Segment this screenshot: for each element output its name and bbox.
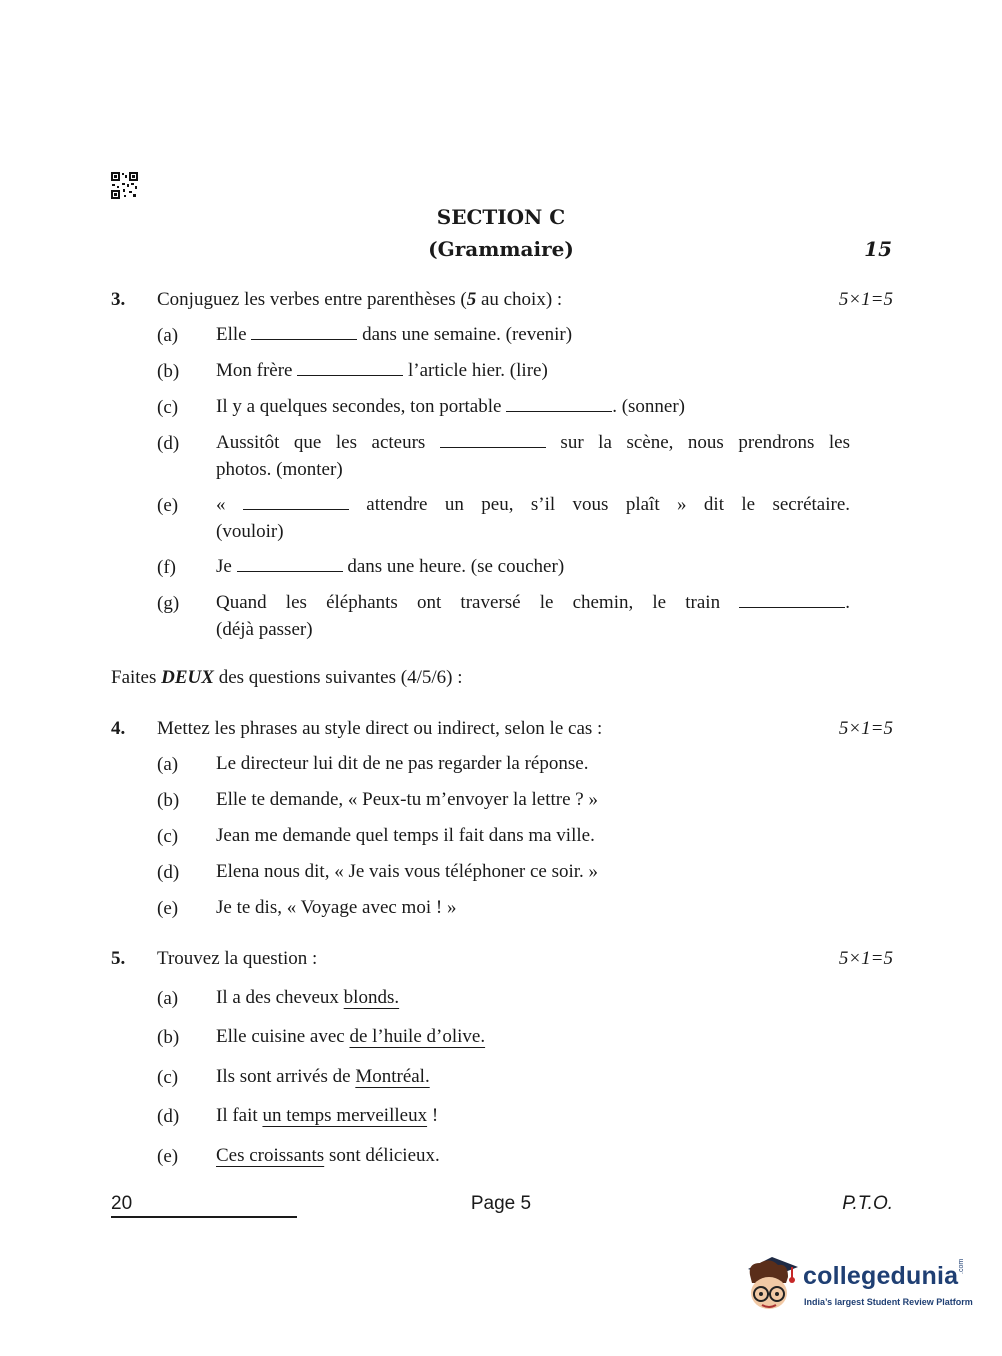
q5-item-c: Ils sont arrivés de Montréal. (216, 1066, 430, 1087)
q3-item-label: (g) (157, 593, 180, 614)
q3-item-e-line2: (vouloir) (216, 521, 284, 542)
q3-item-label: (f) (157, 557, 176, 578)
q5-item-e: Ces croissants sont délicieux. (216, 1145, 440, 1166)
q3-item-b: Mon frère l’article hier. (lire) (216, 360, 548, 381)
q5-item-label: (e) (157, 1146, 179, 1167)
q3-item-g-line2: (déjà passer) (216, 619, 313, 640)
collegedunia-mascot-icon (742, 1249, 802, 1313)
q4-item-b: Elle te demande, « Peux-tu m’envoyer la lettre ? » (216, 789, 598, 810)
qr-code (111, 172, 138, 199)
q4-item-label: (e) (157, 898, 179, 919)
answer-blank[interactable] (243, 495, 349, 510)
q5-item-label: (d) (157, 1106, 180, 1127)
section-title: SECTION C (436, 205, 566, 229)
q4-item-label: (d) (157, 862, 180, 883)
answer-blank[interactable] (440, 433, 546, 448)
q5-item-label: (a) (157, 988, 179, 1009)
question-4-marks: 5×1=5 (838, 718, 893, 739)
q3-item-f: Je dans une heure. (se coucher) (216, 556, 565, 577)
q4-item-e: Je te dis, « Voyage avec moi ! » (216, 897, 457, 918)
question-5-prompt: Trouvez la question : (157, 948, 318, 969)
answer-blank[interactable] (297, 361, 403, 376)
answer-blank[interactable] (251, 325, 357, 340)
q3-item-e: « attendre un peu, s’il vous plaît » dit le secrétaire. (216, 494, 850, 515)
q3-item-a: Elle dans une semaine. (revenir) (216, 324, 573, 345)
answer-blank[interactable] (739, 593, 845, 608)
q4-item-label: (b) (157, 790, 180, 811)
question-5-marks: 5×1=5 (838, 948, 893, 969)
question-3-number: 3. (111, 289, 126, 310)
answer-blank[interactable] (237, 557, 343, 572)
question-3-marks: 5×1=5 (838, 289, 893, 310)
q4-item-label: (a) (157, 754, 179, 775)
footer-code: 20 (111, 1193, 133, 1214)
q3-item-g: Quand les éléphants ont traversé le chemin, le train . (216, 592, 850, 613)
instruction: Faites DEUX des questions suivantes (4/5/6) : (111, 667, 463, 688)
q3-item-label: (e) (157, 495, 179, 516)
q3-item-label: (d) (157, 433, 180, 454)
q4-item-label: (c) (157, 826, 179, 847)
q5-item-label: (b) (157, 1027, 180, 1048)
q3-item-label: (b) (157, 361, 180, 382)
q5-item-d: Il fait un temps merveilleux ! (216, 1105, 439, 1126)
question-4-prompt: Mettez les phrases au style direct ou indirect, selon le cas : (157, 718, 603, 739)
answer-blank[interactable] (506, 397, 612, 412)
question-3-prompt: Conjuguez les verbes entre parenthèses (5 au choix) : (157, 289, 563, 310)
question-5-number: 5. (111, 948, 126, 969)
q4-item-d: Elena nous dit, « Je vais vous téléphoner ce soir. » (216, 861, 599, 882)
q3-item-d-line2: photos. (monter) (216, 459, 343, 480)
collegedunia-logo-text: collegedunia (803, 1262, 959, 1290)
q5-item-b: Elle cuisine avec de l’huile d’olive. (216, 1026, 486, 1047)
q3-item-d: Aussitôt que les acteurs sur la scène, nous prendrons les (216, 432, 851, 453)
q4-item-c: Jean me demande quel temps il fait dans ma ville. (216, 825, 595, 846)
q5-item-label: (c) (157, 1067, 179, 1088)
section-subtitle: (Grammaire) (428, 237, 574, 261)
section-marks: 15 (864, 237, 892, 261)
question-4-number: 4. (111, 718, 126, 739)
q3-item-label: (c) (157, 397, 179, 418)
collegedunia-tagline: India’s largest Student Review Platform (804, 1297, 973, 1307)
footer-divider (111, 1216, 297, 1218)
pto-label: P.T.O. (842, 1193, 893, 1214)
page-number: Page 5 (470, 1193, 532, 1214)
q3-item-c: Il y a quelques secondes, ton portable . (sonner) (216, 396, 686, 417)
q3-item-label: (a) (157, 325, 179, 346)
q4-item-a: Le directeur lui dit de ne pas regarder la réponse. (216, 753, 589, 774)
q5-item-a: Il a des cheveux blonds. (216, 987, 400, 1008)
collegedunia-logo-com: .com (958, 1258, 965, 1274)
